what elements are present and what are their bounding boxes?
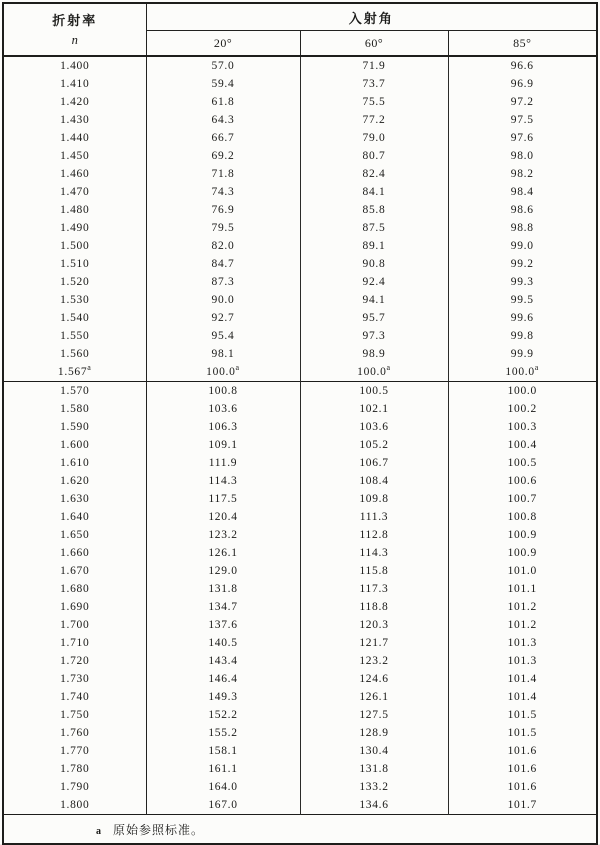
table-row — [3, 255, 597, 273]
cell-angle-85: 101.5 — [448, 706, 597, 724]
table-row — [3, 111, 597, 129]
cell-angle-60: 115.8 — [300, 562, 448, 580]
table-row — [3, 219, 597, 237]
cell-angle-20: 120.4 — [208, 511, 238, 523]
table-row — [3, 760, 597, 778]
cell-angle-20: 66.7 — [211, 132, 235, 144]
cell-angle-20: 137.6 — [208, 619, 238, 631]
cell-angle-85: 101.1 — [448, 580, 597, 598]
cell-refractive-index: 1.680 — [3, 580, 146, 598]
cell-angle-20: 90.0 — [211, 294, 235, 306]
cell-angle-60: 89.1 — [300, 237, 448, 255]
cell-refractive-index: 1.520 — [3, 273, 146, 291]
cell-angle-85: 101.6 — [448, 760, 597, 778]
table-row — [3, 418, 597, 436]
cell-angle-20: 76.9 — [211, 204, 235, 216]
cell-angle-60: 109.8 — [300, 490, 448, 508]
cell-angle-20: 117.5 — [208, 493, 238, 505]
cell-angle-60: 94.1 — [300, 291, 448, 309]
cell-angle-60: 80.7 — [300, 147, 448, 165]
cell-angle-20: 158.1 — [208, 745, 238, 757]
cell-angle-85: 96.9 — [448, 75, 597, 93]
cell-angle-60: 77.2 — [300, 111, 448, 129]
cell-angle-85: 100.3 — [448, 418, 597, 436]
cell-angle-20: 152.2 — [208, 709, 238, 721]
cell-angle-60: 75.5 — [300, 93, 448, 111]
cell-angle-85: 100.2 — [448, 400, 597, 418]
cell-angle-60: 130.4 — [300, 742, 448, 760]
cell-angle-85: 99.6 — [448, 309, 597, 327]
cell-angle-60: 82.4 — [300, 165, 448, 183]
cell-angle-20: 129.0 — [208, 565, 238, 577]
cell-refractive-index: 1.490 — [3, 219, 146, 237]
cell-angle-60: 124.6 — [300, 670, 448, 688]
cell-angle-60: 98.9 — [300, 345, 448, 363]
cell-angle-60: 106.7 — [300, 454, 448, 472]
cell-angle-20: 114.3 — [208, 475, 238, 487]
table-row — [3, 526, 597, 544]
cell-angle-60: 85.8 — [300, 201, 448, 219]
cell-refractive-index: 1.590 — [3, 418, 146, 436]
refractive-index-label: 折射率 — [52, 12, 98, 28]
cell-angle-85: 101.2 — [448, 598, 597, 616]
cell-refractive-index: 1.540 — [3, 309, 146, 327]
angle-header-60: 60° — [300, 31, 448, 57]
cell-angle-85: 101.7 — [448, 796, 597, 815]
cell-angle-60: 112.8 — [300, 526, 448, 544]
cell-angle-85: 98.2 — [448, 165, 597, 183]
cell-refractive-index: 1.570 — [3, 382, 146, 401]
cell-refractive-index: 1.710 — [3, 634, 146, 652]
table-row — [3, 201, 597, 219]
cell-angle-85: 100.9 — [448, 526, 597, 544]
table-row — [3, 93, 597, 111]
cell-angle-20: 69.2 — [211, 150, 235, 162]
table-row — [3, 742, 597, 760]
cell-angle-85: 99.3 — [448, 273, 597, 291]
cell-refractive-index: 1.450 — [3, 147, 146, 165]
cell-angle-20: 82.0 — [211, 240, 235, 252]
cell-angle-20: 131.8 — [208, 583, 238, 595]
cell-angle-60: 111.3 — [300, 508, 448, 526]
table-row — [3, 796, 597, 815]
cell-angle-85: 101.3 — [448, 652, 597, 670]
cell-angle-85: 99.9 — [448, 345, 597, 363]
cell-angle-60: 92.4 — [300, 273, 448, 291]
cell-angle-60: 97.3 — [300, 327, 448, 345]
cell-angle-85: 100.9 — [448, 544, 597, 562]
cell-angle-60: 73.7 — [300, 75, 448, 93]
cell-angle-20: 61.8 — [211, 96, 235, 108]
cell-angle-60: 84.1 — [300, 183, 448, 201]
cell-angle-20: 134.7 — [208, 601, 238, 613]
cell-angle-60: 90.8 — [300, 255, 448, 273]
footnote-ref-marker: a — [534, 363, 540, 373]
table-row — [3, 778, 597, 796]
cell-angle-85: 101.3 — [448, 634, 597, 652]
cell-refractive-index: 1.800 — [3, 796, 146, 815]
cell-refractive-index: 1.470 — [3, 183, 146, 201]
cell-angle-60: 79.0 — [300, 129, 448, 147]
cell-refractive-index: 1.580 — [3, 400, 146, 418]
cell-angle-60: 103.6 — [300, 418, 448, 436]
table-row — [3, 291, 597, 309]
cell-angle-85: 101.6 — [448, 742, 597, 760]
footnote-ref-marker: a — [386, 363, 391, 373]
cell-angle-20: 143.4 — [208, 655, 238, 667]
table-row — [3, 724, 597, 742]
table-row — [3, 237, 597, 255]
cell-angle-85: 98.8 — [448, 219, 597, 237]
refractive-index-header — [3, 3, 146, 56]
table-row — [3, 670, 597, 688]
cell-angle-85: 99.5 — [448, 291, 597, 309]
cell-angle-20: 100.8 — [146, 382, 300, 401]
cell-angle-20: 95.4 — [211, 330, 235, 342]
footnote-cell — [3, 815, 597, 845]
cell-angle-20: 161.1 — [208, 763, 238, 775]
cell-angle-85: 100.0 — [448, 382, 597, 401]
cell-angle-20: 149.3 — [208, 691, 238, 703]
cell-refractive-index: 1.670 — [3, 562, 146, 580]
cell-angle-85: 101.4 — [448, 688, 597, 706]
table-row — [3, 273, 597, 291]
cell-angle-20: 84.7 — [211, 258, 235, 270]
table-row — [3, 598, 597, 616]
cell-refractive-index: 1.780 — [3, 760, 146, 778]
cell-refractive-index: 1.700 — [3, 616, 146, 634]
cell-refractive-index: 1.530 — [3, 291, 146, 309]
cell-angle-20: 164.0 — [208, 781, 238, 793]
cell-refractive-index: 1.690 — [3, 598, 146, 616]
table-row — [3, 634, 597, 652]
cell-angle-60: 95.7 — [300, 309, 448, 327]
cell-refractive-index: 1.740 — [3, 688, 146, 706]
table-row — [3, 706, 597, 724]
cell-refractive-index: 1.600 — [3, 436, 146, 454]
cell-angle-20: 123.2 — [208, 529, 238, 541]
cell-angle-85: 100.5 — [448, 454, 597, 472]
cell-angle-85: 97.6 — [448, 129, 597, 147]
table-row — [3, 580, 597, 598]
cell-angle-20: 98.1 — [211, 348, 235, 360]
cell-refractive-index: 1.660 — [3, 544, 146, 562]
cell-angle-20: 64.3 — [211, 114, 235, 126]
cell-angle-20: 74.3 — [211, 186, 235, 198]
table-row — [3, 183, 597, 201]
table-row — [3, 309, 597, 327]
cell-angle-20: 106.3 — [208, 421, 238, 433]
cell-angle-60: 131.8 — [300, 760, 448, 778]
table-row — [3, 436, 597, 454]
table-row — [3, 508, 597, 526]
cell-angle-60: 71.9 — [300, 56, 448, 75]
cell-refractive-index: 1.770 — [3, 742, 146, 760]
cell-refractive-index: 1.430 — [3, 111, 146, 129]
cell-angle-60: 126.1 — [300, 688, 448, 706]
cell-angle-20: 140.5 — [208, 637, 238, 649]
cell-angle-60: 100.0$^a$ — [300, 363, 448, 382]
cell-angle-85: 98.6 — [448, 201, 597, 219]
cell-angle-85: 99.8 — [448, 327, 597, 345]
cell-angle-60: 117.3 — [300, 580, 448, 598]
cell-angle-85: 97.5 — [448, 111, 597, 129]
cell-angle-60: 87.5 — [300, 219, 448, 237]
cell-refractive-index: 1.460 — [3, 165, 146, 183]
cell-refractive-index: 1.410 — [3, 75, 146, 93]
cell-angle-85: 98.4 — [448, 183, 597, 201]
cell-angle-60: 100.5 — [300, 382, 448, 401]
cell-angle-85: 100.6 — [448, 472, 597, 490]
cell-angle-60: 133.2 — [300, 778, 448, 796]
table-row — [3, 544, 597, 562]
cell-refractive-index: 1.730 — [3, 670, 146, 688]
cell-angle-85: 99.0 — [448, 237, 597, 255]
angle-header-20: 20° — [213, 35, 233, 50]
cell-angle-85: 97.2 — [448, 93, 597, 111]
table-row — [3, 363, 597, 382]
cell-angle-20: 71.8 — [211, 168, 235, 180]
table-row — [3, 382, 597, 401]
table-row — [3, 562, 597, 580]
table-header — [3, 3, 597, 56]
cell-angle-85: 96.6 — [448, 56, 597, 75]
cell-refractive-index: 1.480 — [3, 201, 146, 219]
table-row — [3, 129, 597, 147]
table-row — [3, 165, 597, 183]
cell-refractive-index: 1.550 — [3, 327, 146, 345]
refractive-index-table — [2, 2, 598, 845]
table-row — [3, 327, 597, 345]
footnote-row — [3, 815, 597, 845]
angle-header-85: 85° — [448, 31, 597, 57]
cell-angle-60: 120.3 — [300, 616, 448, 634]
cell-refractive-index: 1.567$^a$ — [3, 363, 146, 382]
cell-angle-20: 57.0 — [211, 60, 235, 72]
cell-angle-20: 146.4 — [208, 673, 238, 685]
table-row — [3, 454, 597, 472]
cell-angle-60: 134.6 — [300, 796, 448, 815]
n-symbol: n — [71, 32, 78, 47]
table-row — [3, 490, 597, 508]
cell-angle-20: 111.9 — [208, 457, 238, 469]
table-row — [3, 400, 597, 418]
cell-angle-20: 126.1 — [208, 547, 238, 559]
cell-angle-20: 100.0$^a$ — [206, 363, 240, 378]
table-row — [3, 56, 597, 75]
footnote-marker: a — [96, 825, 101, 837]
cell-angle-20: 92.7 — [211, 312, 235, 324]
cell-angle-85: 101.4 — [448, 670, 597, 688]
cell-angle-85: 100.7 — [448, 490, 597, 508]
table-row — [3, 616, 597, 634]
table-row — [3, 345, 597, 363]
cell-angle-60: 102.1 — [300, 400, 448, 418]
cell-angle-85: 99.2 — [448, 255, 597, 273]
cell-angle-85: 101.5 — [448, 724, 597, 742]
cell-angle-85: 101.6 — [448, 778, 597, 796]
cell-refractive-index: 1.620 — [3, 472, 146, 490]
footnote-ref-marker: a — [235, 363, 240, 373]
cell-angle-60: 123.2 — [300, 652, 448, 670]
cell-refractive-index: 1.400 — [3, 56, 146, 75]
table-body — [3, 56, 597, 815]
cell-angle-20: 87.3 — [211, 276, 235, 288]
footnote-ref-marker: a — [87, 363, 92, 373]
cell-angle-60: 108.4 — [300, 472, 448, 490]
cell-refractive-index: 1.560 — [3, 345, 146, 363]
cell-angle-85: 101.0 — [448, 562, 597, 580]
cell-angle-60: 121.7 — [300, 634, 448, 652]
cell-angle-20: 109.1 — [208, 439, 238, 451]
cell-refractive-index: 1.790 — [3, 778, 146, 796]
cell-angle-60: 118.8 — [300, 598, 448, 616]
table-row — [3, 147, 597, 165]
cell-refractive-index: 1.650 — [3, 526, 146, 544]
cell-angle-85: 101.2 — [448, 616, 597, 634]
footnote-text: 原始参照标准。 — [113, 822, 205, 837]
cell-refractive-index: 1.510 — [3, 255, 146, 273]
cell-angle-20: 155.2 — [208, 727, 238, 739]
incident-angle-header: 入射角 — [146, 3, 597, 31]
cell-angle-20: 167.0 — [208, 799, 238, 811]
cell-refractive-index: 1.420 — [3, 93, 146, 111]
table-row — [3, 652, 597, 670]
cell-angle-85: 100.8 — [448, 508, 597, 526]
table-row — [3, 472, 597, 490]
cell-angle-20: 59.4 — [211, 78, 235, 90]
cell-angle-85: 100.0$^a$ — [448, 363, 597, 382]
cell-refractive-index: 1.630 — [3, 490, 146, 508]
cell-angle-85: 98.0 — [448, 147, 597, 165]
cell-refractive-index: 1.440 — [3, 129, 146, 147]
table-row — [3, 75, 597, 93]
cell-angle-60: 105.2 — [300, 436, 448, 454]
cell-angle-60: 114.3 — [300, 544, 448, 562]
table-footer — [3, 815, 597, 845]
table-row — [3, 688, 597, 706]
cell-refractive-index: 1.760 — [3, 724, 146, 742]
cell-angle-60: 128.9 — [300, 724, 448, 742]
cell-refractive-index: 1.720 — [3, 652, 146, 670]
cell-angle-20: 103.6 — [208, 403, 238, 415]
cell-refractive-index: 1.750 — [3, 706, 146, 724]
header-row-1 — [3, 3, 597, 31]
cell-angle-60: 127.5 — [300, 706, 448, 724]
cell-refractive-index: 1.610 — [3, 454, 146, 472]
cell-angle-85: 100.4 — [448, 436, 597, 454]
cell-angle-20: 79.5 — [211, 222, 235, 234]
cell-refractive-index: 1.500 — [3, 237, 146, 255]
cell-refractive-index: 1.640 — [3, 508, 146, 526]
